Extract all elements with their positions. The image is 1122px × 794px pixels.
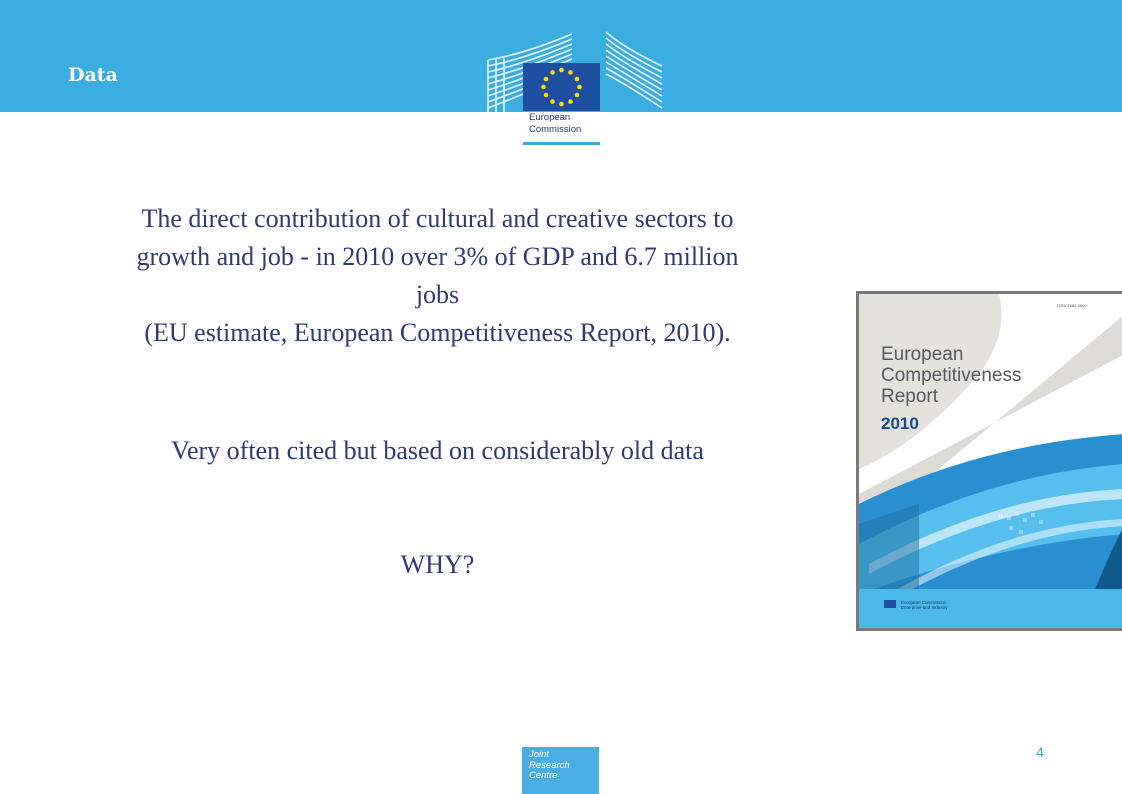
ec-logo-line1: European [529,112,571,123]
cover-title [881,344,1021,407]
paragraph-why: WHY? [400,550,475,579]
paragraph-contribution [60,200,815,352]
ec-logo-line2: Commission [529,124,582,135]
jrc-line3: Centre [529,770,558,781]
jrc-logo [522,747,599,794]
cover-title-line3: Report [881,386,939,407]
ec-logo-underline [523,142,600,145]
paragraph1-line3: jobs [415,280,460,309]
cover-eu-flag-icon [884,600,896,608]
cover-year: 2010 [881,414,919,433]
paragraph1-line1: The direct contribution of cultural and creative sectors to [141,204,734,233]
report-cover-image [856,291,1122,631]
cover-publisher [901,600,948,610]
section-title: Data [68,64,118,86]
paragraph-old-data: Very often cited but based on considerably old data [171,436,704,465]
cover-title-line1: European [881,344,964,365]
jrc-logo-text [529,750,570,782]
cover-title-line2: Competitiveness [881,365,1022,386]
jrc-line1: Joint [529,749,550,760]
jrc-line2: Research [529,759,570,771]
cover-publisher-line2: Enterprise and Industry [901,605,948,610]
page-number: 4 [1036,744,1044,760]
ec-logo-text [529,112,581,136]
cover-isbn: ISSN 1682-0800 [1057,303,1087,308]
paragraph1-line2: growth and job - in 2010 over 3% of GDP and 6.7 million [136,242,739,271]
cover-publisher-line1: European Commission [901,600,947,605]
paragraph1-line4: (EU estimate, European Competitiveness Report, 2010). [144,318,731,347]
